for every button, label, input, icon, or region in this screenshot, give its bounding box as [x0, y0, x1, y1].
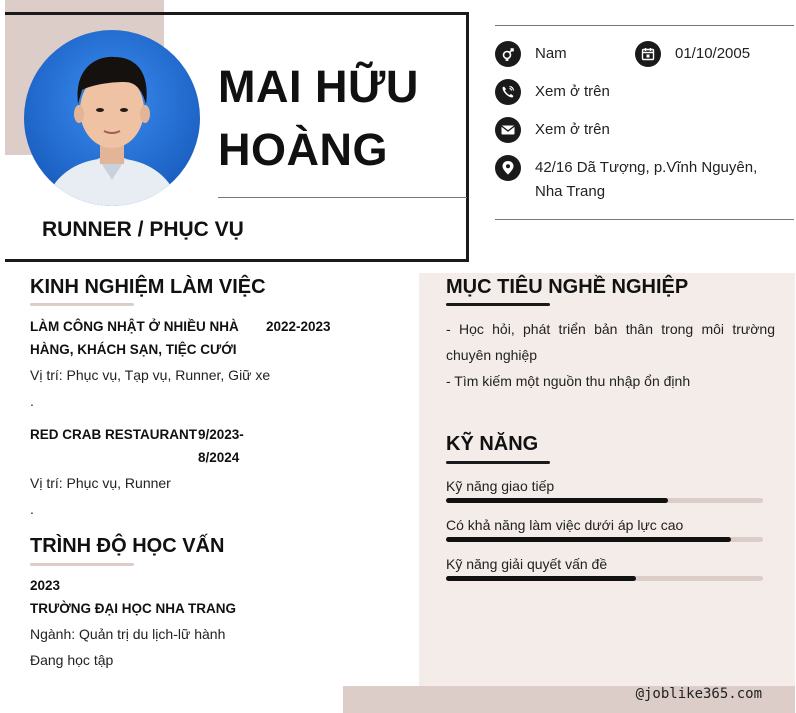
skill-1-bar — [446, 498, 763, 503]
skill-1-fill — [446, 498, 668, 503]
address-line1: 42/16 Dã Tượng, p.Vĩnh Nguyên, — [535, 159, 758, 176]
education-major: Ngành: Quản trị du lịch-lữ hành — [30, 626, 226, 642]
skills-title-underline — [446, 461, 550, 464]
skill-2-label: Có khả năng làm việc dưới áp lực cao — [446, 517, 684, 533]
skill-3-fill — [446, 576, 636, 581]
footer-watermark: @joblike365.com — [635, 686, 762, 702]
education-title-underline — [30, 563, 134, 566]
job-2-position: Vị trí: Phục vụ, Runner — [30, 475, 171, 491]
skill-2-bar — [446, 537, 763, 542]
email-icon — [495, 117, 521, 143]
experience-title-underline — [30, 303, 134, 306]
job-2-note: . — [30, 501, 34, 517]
education-status: Đang học tập — [30, 652, 114, 668]
job-1-company — [30, 315, 239, 361]
name-divider — [218, 197, 467, 198]
candidate-name — [218, 55, 419, 181]
job-1-note: . — [30, 393, 34, 409]
contact-bottom-divider — [495, 219, 794, 220]
phone-value: Xem ở trên — [535, 83, 610, 100]
profile-photo — [24, 30, 200, 206]
skill-3-bar — [446, 576, 763, 581]
job-1-company-line2: HÀNG, KHÁCH SẠN, TIỆC CƯỚI — [30, 342, 237, 357]
gender-value: Nam — [535, 45, 567, 62]
job-2-company: RED CRAB RESTAURANT — [30, 427, 197, 442]
job-1-company-line1: LÀM CÔNG NHẬT Ở NHIỀU NHÀ — [30, 319, 239, 334]
calendar-icon — [635, 41, 661, 67]
objective-line1: - Học hỏi, phát triển bản thân trong môi trường chuyên nghiệp — [446, 321, 775, 363]
address-value — [535, 156, 757, 204]
candidate-name-line1: MAI HỮU — [218, 61, 419, 112]
skill-2-fill — [446, 537, 731, 542]
education-title: TRÌNH ĐỘ HỌC VẤN — [30, 535, 225, 557]
objective-title: MỤC TIÊU NGHỀ NGHIỆP — [446, 276, 689, 298]
job-2-period-line1: 9/2023- — [198, 427, 244, 442]
job-title: RUNNER / PHỤC VỤ — [42, 218, 244, 241]
footer-bar — [343, 686, 795, 713]
experience-title: KINH NGHIỆM LÀM VIỆC — [30, 276, 266, 298]
objective-title-underline — [446, 303, 550, 306]
education-school: TRƯỜNG ĐẠI HỌC NHA TRANG — [30, 601, 236, 616]
job-2-period-line2: 8/2024 — [198, 450, 240, 465]
objective-line2: - Tìm kiếm một nguồn thu nhập ổn định — [446, 373, 691, 389]
candidate-name-line2: HOÀNG — [218, 124, 388, 175]
skill-3-label: Kỹ năng giải quyết vấn đề — [446, 556, 608, 572]
contact-top-divider — [495, 25, 794, 26]
gender-icon — [495, 41, 521, 67]
phone-icon — [495, 79, 521, 105]
objective-text — [446, 316, 775, 394]
email-value: Xem ở trên — [535, 121, 610, 138]
job-1-period: 2022-2023 — [266, 319, 331, 334]
address-line2: Nha Trang — [535, 183, 606, 200]
education-year: 2023 — [30, 578, 61, 593]
location-icon — [495, 155, 521, 181]
job-1-position: Vị trí: Phục vụ, Tạp vụ, Runner, Giữ xe — [30, 367, 271, 383]
skill-1-label: Kỹ năng giao tiếp — [446, 478, 555, 494]
job-2-period — [198, 423, 244, 469]
skills-title: KỸ NĂNG — [446, 433, 539, 455]
birthday-value: 01/10/2005 — [675, 45, 751, 62]
